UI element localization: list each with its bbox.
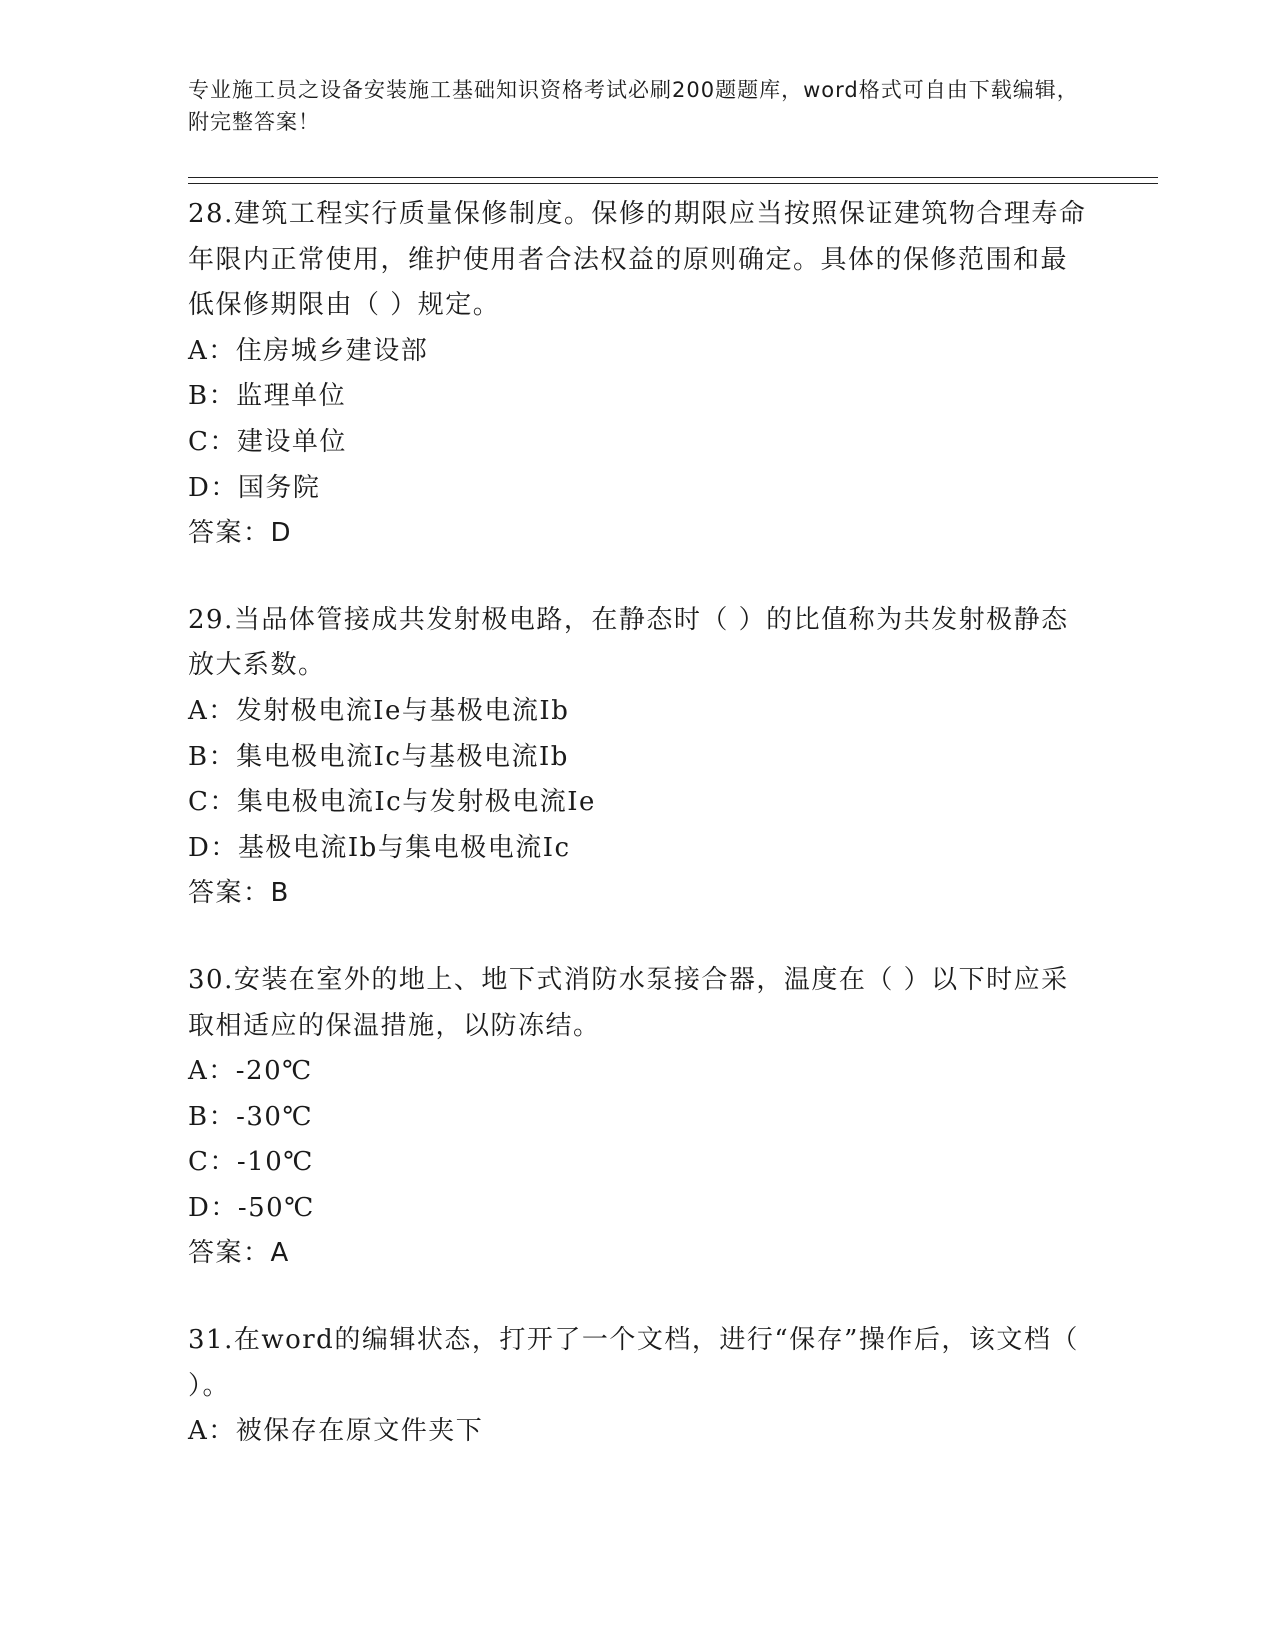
option-d: D：-50℃	[188, 1192, 315, 1223]
option-c: C：建设单位	[188, 426, 347, 457]
answer-line: 答案：A	[188, 1238, 290, 1269]
question-31	[188, 1318, 1088, 1455]
header-divider-bottom	[188, 183, 1158, 184]
option-b: B：监理单位	[188, 381, 347, 412]
option-b: B：-30℃	[188, 1101, 314, 1132]
header-divider-top	[188, 177, 1158, 178]
answer-line: 答案：B	[188, 878, 290, 909]
question-text: 30.安装在室外的地上、地下式消防水泵接合器，温度在（ ）以下时应采取相适应的保温措施，以防冻结。	[188, 964, 1069, 1041]
option-a: A：发射极电流Ie与基极电流Ib	[188, 695, 570, 726]
answer-line: 答案：D	[188, 518, 293, 549]
question-28	[188, 192, 1088, 557]
question-text: 28.建筑工程实行质量保修制度。保修的期限应当按照保证建筑物合理寿命年限内正常使用，维护使用者合法权益的原则确定。具体的保修范围和最低保修期限由（ ）规定。	[188, 199, 1087, 321]
option-a: A：被保存在原文件夹下	[188, 1416, 484, 1447]
option-a: A：住房城乡建设部	[188, 335, 429, 366]
question-text: 31.在word的编辑状态，打开了一个文档，进行“保存”操作后，该文档（ ）。	[188, 1325, 1079, 1401]
question-30	[188, 958, 1088, 1277]
option-c: C：-10℃	[188, 1147, 314, 1178]
option-b: B：集电极电流Ic与基极电流Ib	[188, 741, 569, 772]
question-text: 29.当品体管接成共发射极电路，在静态时（ ）的比值称为共发射极静态放大系数。	[188, 604, 1069, 681]
option-d: D：国务院	[188, 472, 321, 503]
document-header: 专业施工员之设备安装施工基础知识资格考试必刷200题题库，word格式可自由下载编辑，附完整答案！	[188, 78, 1079, 134]
question-list	[188, 192, 1088, 1496]
option-c: C：集电极电流Ic与发射极电流Ie	[188, 787, 596, 818]
option-d: D：基极电流Ib与集电极电流Ic	[188, 832, 571, 863]
option-a: A：-20℃	[188, 1056, 313, 1087]
question-29	[188, 598, 1088, 917]
